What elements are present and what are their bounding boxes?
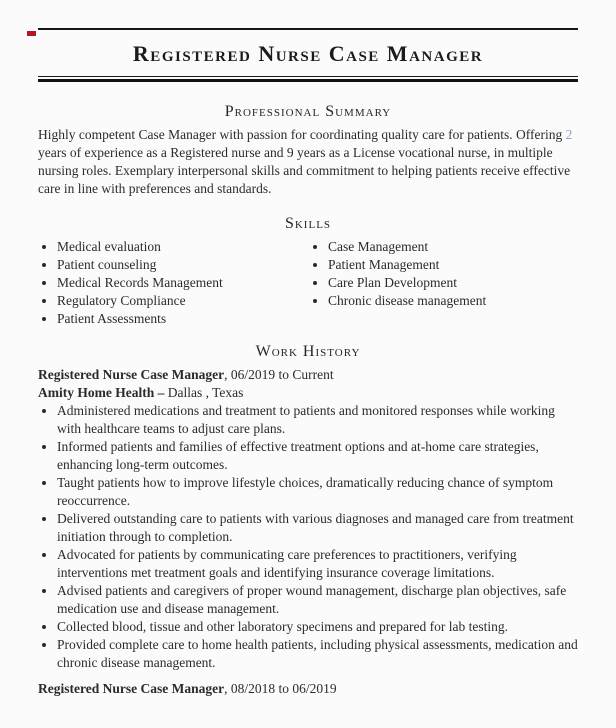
job-duty: • Advised patients and caregivers of proper wound management, discharge plan objectives, safe medication use and disease management. [57,582,578,618]
job-title-line [38,366,578,384]
skill-item: • Care Plan Development [328,274,578,292]
header-top-rule [38,28,578,30]
skills-column-left [38,238,309,328]
job-duty: • Advocated for patients by communicating care preferences to practitioners, verifying interventions met treatment goals and identifying insurance coverage limitations. [57,546,578,582]
section-heading-professional-summary: Professional Summary [224,103,392,120]
job-duty: • Provided complete care to home health patients, including physical assessments, medication and chronic disease management. [57,636,578,672]
job-company-line [38,384,578,402]
header-bottom-double-rule [38,76,578,82]
skill-item: • Patient counseling [57,256,309,274]
resume-page [0,28,616,728]
job-duty: • Delivered outstanding care to patients with various diagnoses and managed care from treatment initiation through to completion. [57,510,578,546]
job-company: Amity Home Health – [38,385,168,400]
skill-item: • Regulatory Compliance [57,292,309,310]
job-title: Registered Nurse Case Manager [38,367,225,382]
red-corner-mark [27,31,36,36]
skills-columns [38,238,578,328]
job-title: Registered Nurse Case Manager [38,681,225,696]
professional-summary-paragraph [38,126,578,198]
page-title: Registered Nurse Case Manager [132,41,484,66]
summary-text-before: Highly competent Case Manager with passion for coordinating quality care for patients. Offering [38,127,566,142]
section-heading-skills: Skills [284,215,332,232]
summary-text-after: years of experience as a Registered nurse and 9 years as a License vocational nurse, in multiple nursing roles. Exemplary interpersonal skills and commitment to helping patients receive effective care in line with preferences and standards. [38,145,571,196]
job-title-line [38,680,578,698]
skills-list-right [309,238,578,310]
job-duty: • Informed patients and families of effective treatment options and at-home care strategies, enhancing long-term outcomes. [57,438,578,474]
job-dates: , 08/2018 to 06/2019 [224,681,337,696]
skill-item: • Case Management [328,238,578,256]
job-duty: • Taught patients how to improve lifestyle choices, dramatically reducing chance of symptom reoccurrence. [57,474,578,510]
job-duties-list [38,402,578,672]
skill-item: • Medical Records Management [57,274,309,292]
skill-item: • Patient Management [328,256,578,274]
job-location: Dallas , Texas [167,385,244,400]
job-entry-2 [38,680,578,698]
skill-item: • Chronic disease management [328,292,578,310]
job-duty: • Administered medications and treatment to patients and monitored responses while working with healthcare teams to adjust care plans. [57,402,578,438]
skill-item: • Patient Assessments [57,310,309,328]
job-duty: • Collected blood, tissue and other laboratory specimens and prepared for lab testing. [57,618,578,636]
skill-item: • Medical evaluation [57,238,309,256]
skills-column-right [309,238,578,328]
skills-list-left [38,238,309,328]
summary-highlight: 2 [565,127,573,142]
job-dates: , 06/2019 to Current [224,367,334,382]
section-heading-work-history: Work History [255,343,361,360]
job-entry-1 [38,366,578,672]
